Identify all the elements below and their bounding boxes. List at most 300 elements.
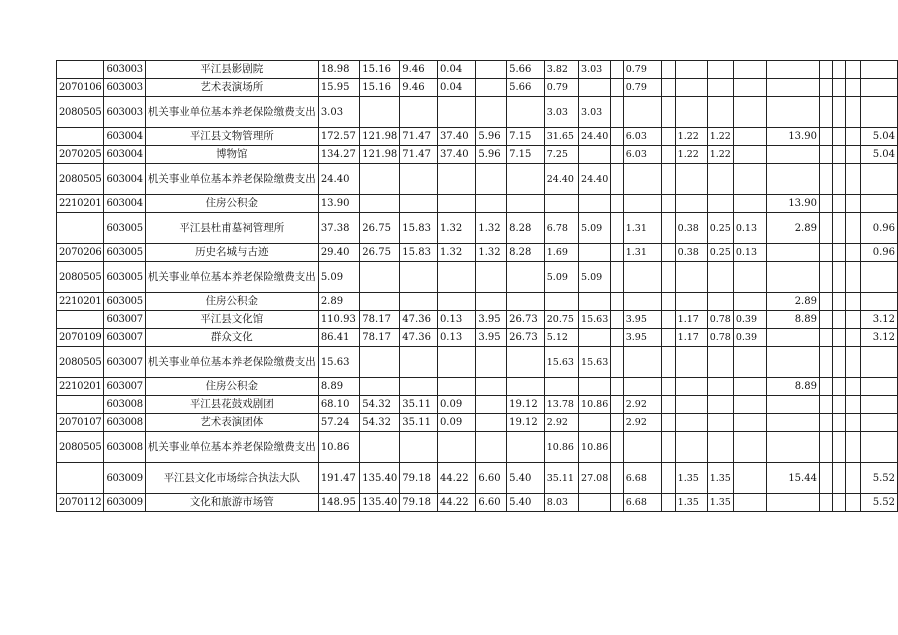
- amount-cell: 6.60: [476, 494, 507, 512]
- amount-cell: [611, 378, 623, 396]
- amount-cell: 15.95: [318, 79, 359, 97]
- amount-cell: 1.17: [675, 311, 707, 329]
- amount-cell: 15.16: [360, 61, 400, 79]
- amount-cell: 1.31: [623, 244, 662, 262]
- amount-cell: [833, 79, 846, 97]
- amount-cell: [400, 293, 438, 311]
- amount-cell: [675, 97, 707, 128]
- amount-cell: [662, 128, 675, 146]
- amount-cell: 8.89: [767, 311, 820, 329]
- amount-cell: [623, 97, 662, 128]
- amount-cell: [507, 432, 545, 463]
- amount-cell: [400, 432, 438, 463]
- func-code-cell: 2080505: [57, 432, 104, 463]
- amount-cell: 1.22: [675, 146, 707, 164]
- amount-cell: [833, 164, 846, 195]
- func-code-cell: 2080505: [57, 347, 104, 378]
- amount-cell: 24.40: [318, 164, 359, 195]
- amount-cell: [662, 213, 675, 244]
- amount-cell: 8.28: [507, 244, 545, 262]
- amount-cell: 0.13: [733, 213, 767, 244]
- amount-cell: 13.90: [767, 195, 820, 213]
- table-row: [57, 311, 898, 329]
- amount-cell: [767, 244, 820, 262]
- amount-cell: 7.25: [544, 146, 578, 164]
- amount-cell: [861, 293, 898, 311]
- amount-cell: 3.95: [623, 329, 662, 347]
- amount-cell: [846, 164, 861, 195]
- table-row: [57, 244, 898, 262]
- table-row: [57, 494, 898, 512]
- amount-cell: [476, 396, 507, 414]
- amount-cell: [662, 262, 675, 293]
- amount-cell: [579, 244, 611, 262]
- amount-cell: 1.69: [544, 244, 578, 262]
- amount-cell: [819, 164, 832, 195]
- amount-cell: [611, 494, 623, 512]
- amount-cell: [611, 213, 623, 244]
- amount-cell: 3.03: [544, 97, 578, 128]
- amount-cell: [833, 195, 846, 213]
- unit-code-cell: 603003: [104, 97, 145, 128]
- amount-cell: [733, 164, 767, 195]
- amount-cell: [675, 378, 707, 396]
- amount-cell: [507, 97, 545, 128]
- amount-cell: [819, 128, 832, 146]
- amount-cell: [476, 347, 507, 378]
- unit-code-cell: 603004: [104, 164, 145, 195]
- amount-cell: 1.22: [707, 128, 733, 146]
- unit-code-cell: 603008: [104, 414, 145, 432]
- amount-cell: 5.09: [544, 262, 578, 293]
- unit-code-cell: 603009: [104, 463, 145, 494]
- table-row: [57, 128, 898, 146]
- table-row: [57, 293, 898, 311]
- table-row: [57, 262, 898, 293]
- amount-cell: 5.12: [544, 329, 578, 347]
- amount-cell: [707, 97, 733, 128]
- amount-cell: 57.24: [318, 414, 359, 432]
- amount-cell: [833, 97, 846, 128]
- amount-cell: 10.86: [544, 432, 578, 463]
- amount-cell: 24.40: [544, 164, 578, 195]
- amount-cell: [861, 79, 898, 97]
- amount-cell: [675, 79, 707, 97]
- item-name-cell: 平江县文物管理所: [145, 128, 318, 146]
- amount-cell: [437, 195, 475, 213]
- amount-cell: 3.95: [476, 311, 507, 329]
- amount-cell: [476, 378, 507, 396]
- func-code-cell: [57, 463, 104, 494]
- amount-cell: 1.17: [675, 329, 707, 347]
- func-code-cell: 2070106: [57, 79, 104, 97]
- amount-cell: [846, 128, 861, 146]
- amount-cell: 0.13: [437, 329, 475, 347]
- amount-cell: [507, 262, 545, 293]
- amount-cell: [707, 396, 733, 414]
- func-code-cell: [57, 128, 104, 146]
- amount-cell: [437, 262, 475, 293]
- amount-cell: [819, 146, 832, 164]
- unit-code-cell: 603004: [104, 128, 145, 146]
- amount-cell: 19.12: [507, 396, 545, 414]
- amount-cell: 1.22: [675, 128, 707, 146]
- amount-cell: [611, 195, 623, 213]
- amount-cell: [733, 79, 767, 97]
- unit-code-cell: 603004: [104, 146, 145, 164]
- amount-cell: 1.35: [707, 463, 733, 494]
- amount-cell: [733, 293, 767, 311]
- amount-cell: 1.32: [437, 244, 475, 262]
- amount-cell: [819, 79, 832, 97]
- amount-cell: [476, 432, 507, 463]
- amount-cell: [819, 432, 832, 463]
- unit-code-cell: 603007: [104, 311, 145, 329]
- amount-cell: [360, 293, 400, 311]
- amount-cell: 0.13: [733, 244, 767, 262]
- amount-cell: [611, 262, 623, 293]
- amount-cell: 44.22: [437, 463, 475, 494]
- amount-cell: 0.38: [675, 244, 707, 262]
- amount-cell: [360, 432, 400, 463]
- amount-cell: 68.10: [318, 396, 359, 414]
- amount-cell: [675, 164, 707, 195]
- amount-cell: 0.04: [437, 61, 475, 79]
- amount-cell: 3.03: [579, 97, 611, 128]
- unit-code-cell: 603005: [104, 293, 145, 311]
- table-row: [57, 396, 898, 414]
- amount-cell: [675, 347, 707, 378]
- amount-cell: 110.93: [318, 311, 359, 329]
- amount-cell: [846, 494, 861, 512]
- amount-cell: 0.79: [623, 61, 662, 79]
- amount-cell: 3.82: [544, 61, 578, 79]
- amount-cell: 2.89: [318, 293, 359, 311]
- amount-cell: [833, 244, 846, 262]
- amount-cell: [611, 432, 623, 463]
- amount-cell: [733, 195, 767, 213]
- unit-code-cell: 603003: [104, 79, 145, 97]
- amount-cell: 0.39: [733, 311, 767, 329]
- amount-cell: [846, 463, 861, 494]
- table-row: [57, 79, 898, 97]
- amount-cell: [846, 146, 861, 164]
- amount-cell: 121.98: [360, 146, 400, 164]
- unit-code-cell: 603007: [104, 378, 145, 396]
- amount-cell: [819, 244, 832, 262]
- amount-cell: [611, 128, 623, 146]
- unit-code-cell: 603008: [104, 396, 145, 414]
- amount-cell: 27.08: [579, 463, 611, 494]
- amount-cell: 5.96: [476, 146, 507, 164]
- amount-cell: [833, 494, 846, 512]
- unit-code-cell: 603009: [104, 494, 145, 512]
- amount-cell: [360, 97, 400, 128]
- item-name-cell: 机关事业单位基本养老保险缴费支出: [145, 432, 318, 463]
- item-name-cell: 机关事业单位基本养老保险缴费支出: [145, 164, 318, 195]
- amount-cell: [579, 293, 611, 311]
- amount-cell: [733, 97, 767, 128]
- amount-cell: [767, 347, 820, 378]
- item-name-cell: 机关事业单位基本养老保险缴费支出: [145, 97, 318, 128]
- amount-cell: 13.90: [318, 195, 359, 213]
- amount-cell: [476, 61, 507, 79]
- amount-cell: [846, 311, 861, 329]
- amount-cell: [707, 164, 733, 195]
- amount-cell: 5.09: [579, 213, 611, 244]
- amount-cell: [675, 396, 707, 414]
- amount-cell: 148.95: [318, 494, 359, 512]
- amount-cell: 78.17: [360, 329, 400, 347]
- amount-cell: [819, 311, 832, 329]
- unit-code-cell: 603005: [104, 262, 145, 293]
- amount-cell: 6.03: [623, 146, 662, 164]
- amount-cell: [400, 347, 438, 378]
- amount-cell: 6.68: [623, 494, 662, 512]
- amount-cell: 5.09: [318, 262, 359, 293]
- amount-cell: 37.40: [437, 146, 475, 164]
- amount-cell: [861, 195, 898, 213]
- amount-cell: 0.79: [623, 79, 662, 97]
- amount-cell: 135.40: [360, 463, 400, 494]
- amount-cell: 6.03: [623, 128, 662, 146]
- amount-cell: [819, 329, 832, 347]
- amount-cell: 5.40: [507, 494, 545, 512]
- amount-cell: [437, 293, 475, 311]
- amount-cell: [861, 347, 898, 378]
- amount-cell: 0.96: [861, 213, 898, 244]
- amount-cell: [476, 164, 507, 195]
- amount-cell: 15.63: [579, 347, 611, 378]
- amount-cell: [662, 347, 675, 378]
- amount-cell: 78.17: [360, 311, 400, 329]
- amount-cell: 0.79: [544, 79, 578, 97]
- amount-cell: 35.11: [400, 396, 438, 414]
- amount-cell: [623, 347, 662, 378]
- amount-cell: [846, 244, 861, 262]
- table-row: [57, 146, 898, 164]
- amount-cell: [623, 378, 662, 396]
- amount-cell: [437, 378, 475, 396]
- amount-cell: 26.75: [360, 213, 400, 244]
- amount-cell: [544, 195, 578, 213]
- table-row: [57, 414, 898, 432]
- amount-cell: [707, 414, 733, 432]
- amount-cell: 37.38: [318, 213, 359, 244]
- amount-cell: 1.32: [437, 213, 475, 244]
- amount-cell: [360, 347, 400, 378]
- amount-cell: 0.13: [437, 311, 475, 329]
- amount-cell: [611, 146, 623, 164]
- amount-cell: [861, 164, 898, 195]
- table-row: [57, 347, 898, 378]
- amount-cell: 3.12: [861, 311, 898, 329]
- amount-cell: [507, 293, 545, 311]
- amount-cell: [819, 414, 832, 432]
- amount-cell: [476, 79, 507, 97]
- amount-cell: [733, 396, 767, 414]
- amount-cell: [662, 378, 675, 396]
- amount-cell: [767, 97, 820, 128]
- amount-cell: 2.92: [623, 396, 662, 414]
- amount-cell: [767, 414, 820, 432]
- amount-cell: 8.03: [544, 494, 578, 512]
- amount-cell: 26.73: [507, 311, 545, 329]
- amount-cell: [819, 293, 832, 311]
- amount-cell: [846, 347, 861, 378]
- func-code-cell: 2210201: [57, 378, 104, 396]
- amount-cell: [767, 79, 820, 97]
- amount-cell: 5.52: [861, 463, 898, 494]
- unit-code-cell: 603008: [104, 432, 145, 463]
- amount-cell: [611, 463, 623, 494]
- amount-cell: [476, 262, 507, 293]
- amount-cell: [662, 244, 675, 262]
- table-body: [57, 61, 898, 512]
- amount-cell: 54.32: [360, 414, 400, 432]
- amount-cell: 71.47: [400, 128, 438, 146]
- amount-cell: 8.89: [767, 378, 820, 396]
- amount-cell: 5.04: [861, 146, 898, 164]
- amount-cell: 0.09: [437, 396, 475, 414]
- amount-cell: 5.96: [476, 128, 507, 146]
- amount-cell: 0.38: [675, 213, 707, 244]
- amount-cell: 1.31: [623, 213, 662, 244]
- amount-cell: 24.40: [579, 128, 611, 146]
- func-code-cell: [57, 396, 104, 414]
- amount-cell: [476, 195, 507, 213]
- amount-cell: 24.40: [579, 164, 611, 195]
- amount-cell: [767, 396, 820, 414]
- amount-cell: [400, 97, 438, 128]
- item-name-cell: 住房公积金: [145, 293, 318, 311]
- amount-cell: [846, 213, 861, 244]
- item-name-cell: 平江县杜甫墓祠管理所: [145, 213, 318, 244]
- amount-cell: [675, 195, 707, 213]
- amount-cell: 1.32: [476, 244, 507, 262]
- amount-cell: [611, 414, 623, 432]
- amount-cell: [767, 146, 820, 164]
- amount-cell: [833, 61, 846, 79]
- item-name-cell: 艺术表演团体: [145, 414, 318, 432]
- amount-cell: [846, 396, 861, 414]
- amount-cell: [662, 146, 675, 164]
- amount-cell: [662, 293, 675, 311]
- amount-cell: 172.57: [318, 128, 359, 146]
- amount-cell: [662, 97, 675, 128]
- amount-cell: 47.36: [400, 329, 438, 347]
- amount-cell: [662, 432, 675, 463]
- amount-cell: [733, 61, 767, 79]
- amount-cell: [579, 146, 611, 164]
- amount-cell: [662, 195, 675, 213]
- amount-cell: 47.36: [400, 311, 438, 329]
- amount-cell: [662, 463, 675, 494]
- amount-cell: [767, 164, 820, 195]
- amount-cell: [819, 494, 832, 512]
- amount-cell: 1.35: [675, 463, 707, 494]
- amount-cell: [707, 378, 733, 396]
- amount-cell: [662, 79, 675, 97]
- amount-cell: [507, 347, 545, 378]
- amount-cell: 8.89: [318, 378, 359, 396]
- amount-cell: [767, 262, 820, 293]
- amount-cell: 79.18: [400, 463, 438, 494]
- amount-cell: [833, 262, 846, 293]
- item-name-cell: 平江县文化市场综合执法大队: [145, 463, 318, 494]
- amount-cell: [707, 432, 733, 463]
- amount-cell: 35.11: [544, 463, 578, 494]
- amount-cell: 15.44: [767, 463, 820, 494]
- unit-code-cell: 603005: [104, 213, 145, 244]
- amount-cell: [476, 97, 507, 128]
- amount-cell: 5.66: [507, 79, 545, 97]
- func-code-cell: [57, 311, 104, 329]
- amount-cell: 15.16: [360, 79, 400, 97]
- table-row: [57, 378, 898, 396]
- amount-cell: [833, 329, 846, 347]
- amount-cell: 15.63: [318, 347, 359, 378]
- amount-cell: [662, 164, 675, 195]
- item-name-cell: 机关事业单位基本养老保险缴费支出: [145, 347, 318, 378]
- amount-cell: 10.86: [579, 432, 611, 463]
- amount-cell: 0.09: [437, 414, 475, 432]
- amount-cell: [662, 396, 675, 414]
- amount-cell: [846, 432, 861, 463]
- amount-cell: 6.68: [623, 463, 662, 494]
- amount-cell: [544, 293, 578, 311]
- amount-cell: [819, 396, 832, 414]
- amount-cell: 10.86: [318, 432, 359, 463]
- amount-cell: [476, 293, 507, 311]
- amount-cell: 2.92: [544, 414, 578, 432]
- amount-cell: [861, 414, 898, 432]
- amount-cell: [833, 311, 846, 329]
- amount-cell: 54.32: [360, 396, 400, 414]
- amount-cell: [733, 432, 767, 463]
- amount-cell: 44.22: [437, 494, 475, 512]
- func-code-cell: 2070107: [57, 414, 104, 432]
- amount-cell: [833, 463, 846, 494]
- amount-cell: [437, 432, 475, 463]
- item-name-cell: 历史名城与古迹: [145, 244, 318, 262]
- amount-cell: [733, 414, 767, 432]
- amount-cell: [400, 164, 438, 195]
- amount-cell: [819, 61, 832, 79]
- amount-cell: [476, 414, 507, 432]
- amount-cell: [733, 494, 767, 512]
- item-name-cell: 平江县花鼓戏剧团: [145, 396, 318, 414]
- amount-cell: [579, 378, 611, 396]
- amount-cell: [833, 128, 846, 146]
- amount-cell: [611, 79, 623, 97]
- amount-cell: [579, 79, 611, 97]
- amount-cell: [846, 293, 861, 311]
- amount-cell: [846, 61, 861, 79]
- amount-cell: [707, 61, 733, 79]
- amount-cell: [507, 195, 545, 213]
- item-name-cell: 文化和旅游市场管: [145, 494, 318, 512]
- amount-cell: 1.35: [707, 494, 733, 512]
- amount-cell: 5.04: [861, 128, 898, 146]
- amount-cell: [623, 262, 662, 293]
- amount-cell: 0.96: [861, 244, 898, 262]
- amount-cell: [611, 329, 623, 347]
- amount-cell: 5.52: [861, 494, 898, 512]
- item-name-cell: 住房公积金: [145, 378, 318, 396]
- item-name-cell: 机关事业单位基本养老保险缴费支出: [145, 262, 318, 293]
- amount-cell: [662, 494, 675, 512]
